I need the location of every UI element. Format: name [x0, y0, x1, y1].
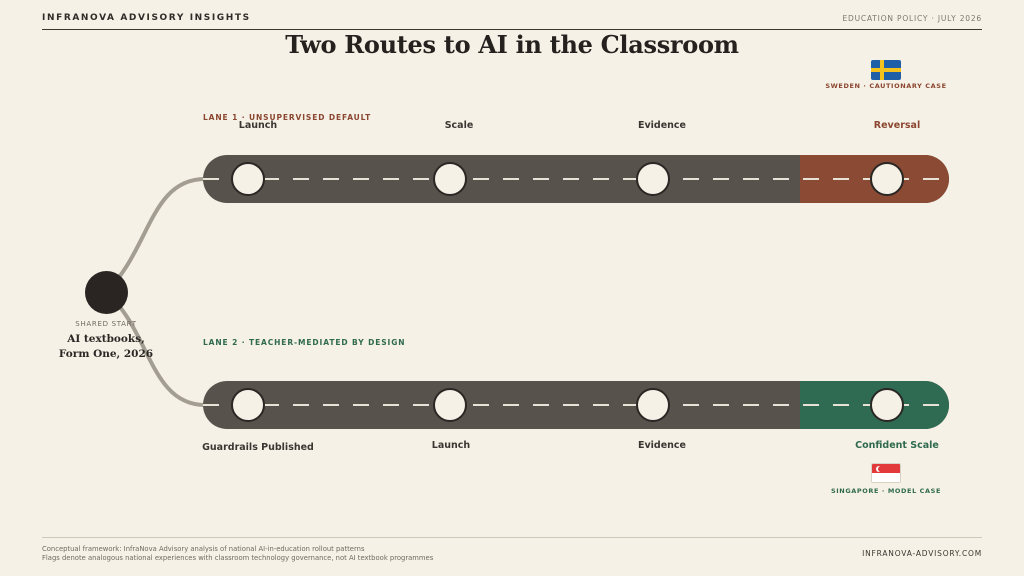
sweden-caption: SWEDEN · CAUTIONARY CASE: [825, 82, 947, 90]
lane1-milestone-2-node: [433, 162, 467, 196]
shared-start-node: [85, 271, 128, 314]
shared-start-description: [46, 332, 166, 362]
lane1-center-dashes: [203, 178, 949, 180]
lane2-milestone-4-node: [870, 388, 904, 422]
lane2-milestone-1-label: Guardrails Published: [202, 442, 314, 453]
header-meta: EDUCATION POLICY · JULY 2026: [842, 14, 982, 23]
lane1-milestone-1-node: [231, 162, 265, 196]
branch-to-lane1: [106, 179, 205, 292]
footer-site-link[interactable]: INFRANOVA-ADVISORY.COM: [862, 549, 982, 558]
shared-start-line1: AI textbooks,: [67, 333, 145, 345]
lane2-label: LANE 2 · TEACHER-MEDIATED BY DESIGN: [203, 338, 406, 347]
shared-start-label: SHARED START: [75, 320, 137, 328]
lane1-milestone-4-node: [870, 162, 904, 196]
singapore-caption: SINGAPORE · MODEL CASE: [831, 487, 941, 495]
footer-note-2: Flags denote analogous national experiences with classroom technology governance, not AI textbook programmes: [42, 554, 434, 562]
lane1-milestone-3-node: [636, 162, 670, 196]
lane1-milestone-3-label: Evidence: [637, 120, 687, 131]
lane2-road: [203, 381, 949, 429]
lane2-milestone-3-node: [636, 388, 670, 422]
lane1-label: LANE 1 · UNSUPERVISED DEFAULT: [203, 113, 372, 122]
lane1-milestone-2-label: Scale: [444, 120, 474, 131]
shared-start-line2: Form One, 2026: [58, 348, 154, 360]
lane2-milestone-2-node: [433, 388, 467, 422]
lane2-center-dashes: [203, 404, 949, 406]
lane1-milestone-1-label: Launch: [238, 120, 278, 131]
lane2-milestone-2-label: Launch: [431, 440, 471, 451]
lane1-road: [203, 155, 949, 203]
lane1-milestone-4-label: Reversal: [873, 120, 921, 131]
lane2-milestone-3-label: Evidence: [637, 440, 687, 451]
brand-name: INFRANOVA ADVISORY INSIGHTS: [42, 13, 251, 23]
footer-divider: [42, 537, 982, 538]
singapore-flag-icon: [871, 463, 901, 483]
page-title: Two Routes to AI in the Classroom: [285, 30, 739, 59]
lane2-milestone-1-node: [231, 388, 265, 422]
lane2-milestone-4-label: Confident Scale: [855, 440, 939, 451]
footer-note-1: Conceptual framework: InfraNova Advisory analysis of national AI-in-education rollout patterns: [42, 545, 365, 553]
sweden-flag-icon: [871, 60, 901, 80]
